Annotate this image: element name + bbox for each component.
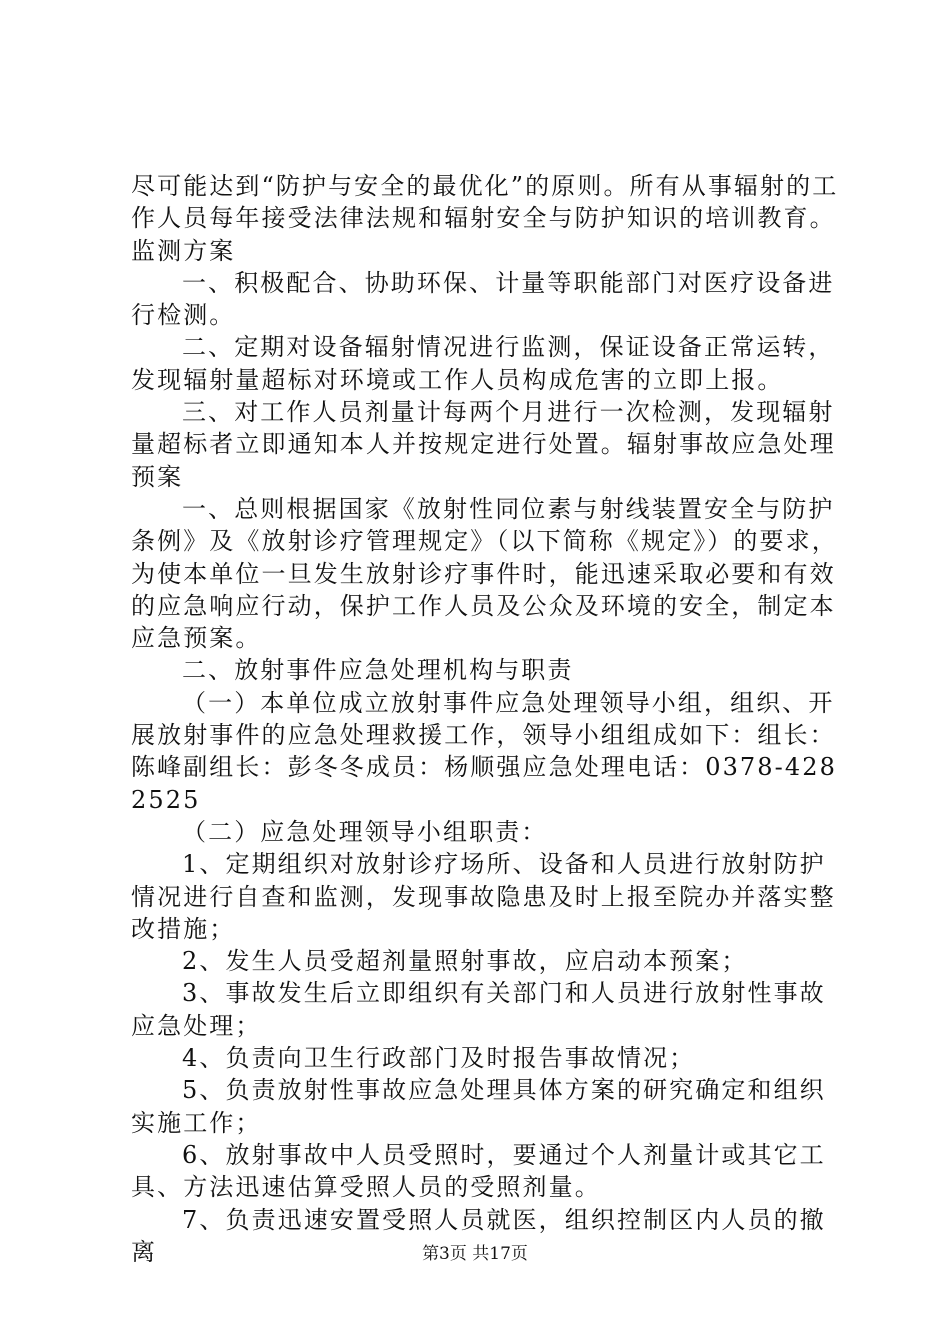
paragraph-3: 二、定期对设备辐射情况进行监测，保证设备正常运转，发现辐射量超标对环境或工作人员构成危害的立即上报。 bbox=[131, 333, 835, 394]
paragraph-11: 3、事故发生后立即组织有关部门和人员进行放射性事故应急处理； bbox=[131, 979, 826, 1040]
page-number-label: 第3页 共17页 bbox=[422, 1244, 528, 1264]
paragraph-10: 2、发生人员受超剂量照射事故，应启动本预案； bbox=[182, 947, 748, 976]
document-body bbox=[131, 170, 851, 1268]
paragraph-13: 5、负责放射性事故应急处理具体方案的研究确定和组织实施工作； bbox=[131, 1076, 826, 1137]
paragraph-8: （二）应急处理领导小组职责： bbox=[182, 817, 548, 846]
paragraph-2: 一、积极配合、协助环保、计量等职能部门对医疗设备进行检测。 bbox=[131, 268, 835, 330]
paragraph-6: 二、放射事件应急处理机构与职责 bbox=[182, 656, 574, 685]
paragraph-7: （一）本单位成立放射事件应急处理领导小组，组织、开展放射事件的应急处理救援工作，领导小组组成如下：组长：陈峰副组长：彭冬冬成员：杨顺强应急处理电话：0378-4282525 bbox=[131, 688, 837, 814]
paragraph-5: 一、总则根据国家《放射性同位素与射线装置安全与防护条例》及《放射诊疗管理规定》（以下简称《规定》）的要求，为使本单位一旦发生放射诊疗事件时，能迅速采取必要和有效的应急响应行动，保护工作人员及公众及环境的安全，制定本应急预案。 bbox=[131, 494, 838, 653]
paragraph-12: 4、负责向卫生行政部门及时报告事故情况； bbox=[182, 1044, 696, 1073]
paragraph-14: 6、放射事故中人员受照时，要通过个人剂量计或其它工具、方法迅速估算受照人员的受照剂量。 bbox=[131, 1140, 826, 1202]
paragraph-4: 三、对工作人员剂量计每两个月进行一次检测，发现辐射量超标者立即通知本人并按规定进行处置。辐射事故应急处理预案 bbox=[131, 398, 836, 491]
paragraph-1: 尽可能达到“防护与安全的最优化”的原则。所有从事辐射的工作人员每年接受法律法规和辐射安全与防护知识的培训教育。监测方案 bbox=[131, 172, 839, 265]
page-footer bbox=[0, 1243, 950, 1265]
paragraph-9: 1、定期组织对放射诊疗场所、设备和人员进行放射防护情况进行自查和监测，发现事故隐患及时上报至院办并落实整改措施； bbox=[131, 850, 836, 943]
paragraph-15: 7、负责迅速安置受照人员就医，组织控制区内人员的撤离 bbox=[131, 1205, 826, 1266]
